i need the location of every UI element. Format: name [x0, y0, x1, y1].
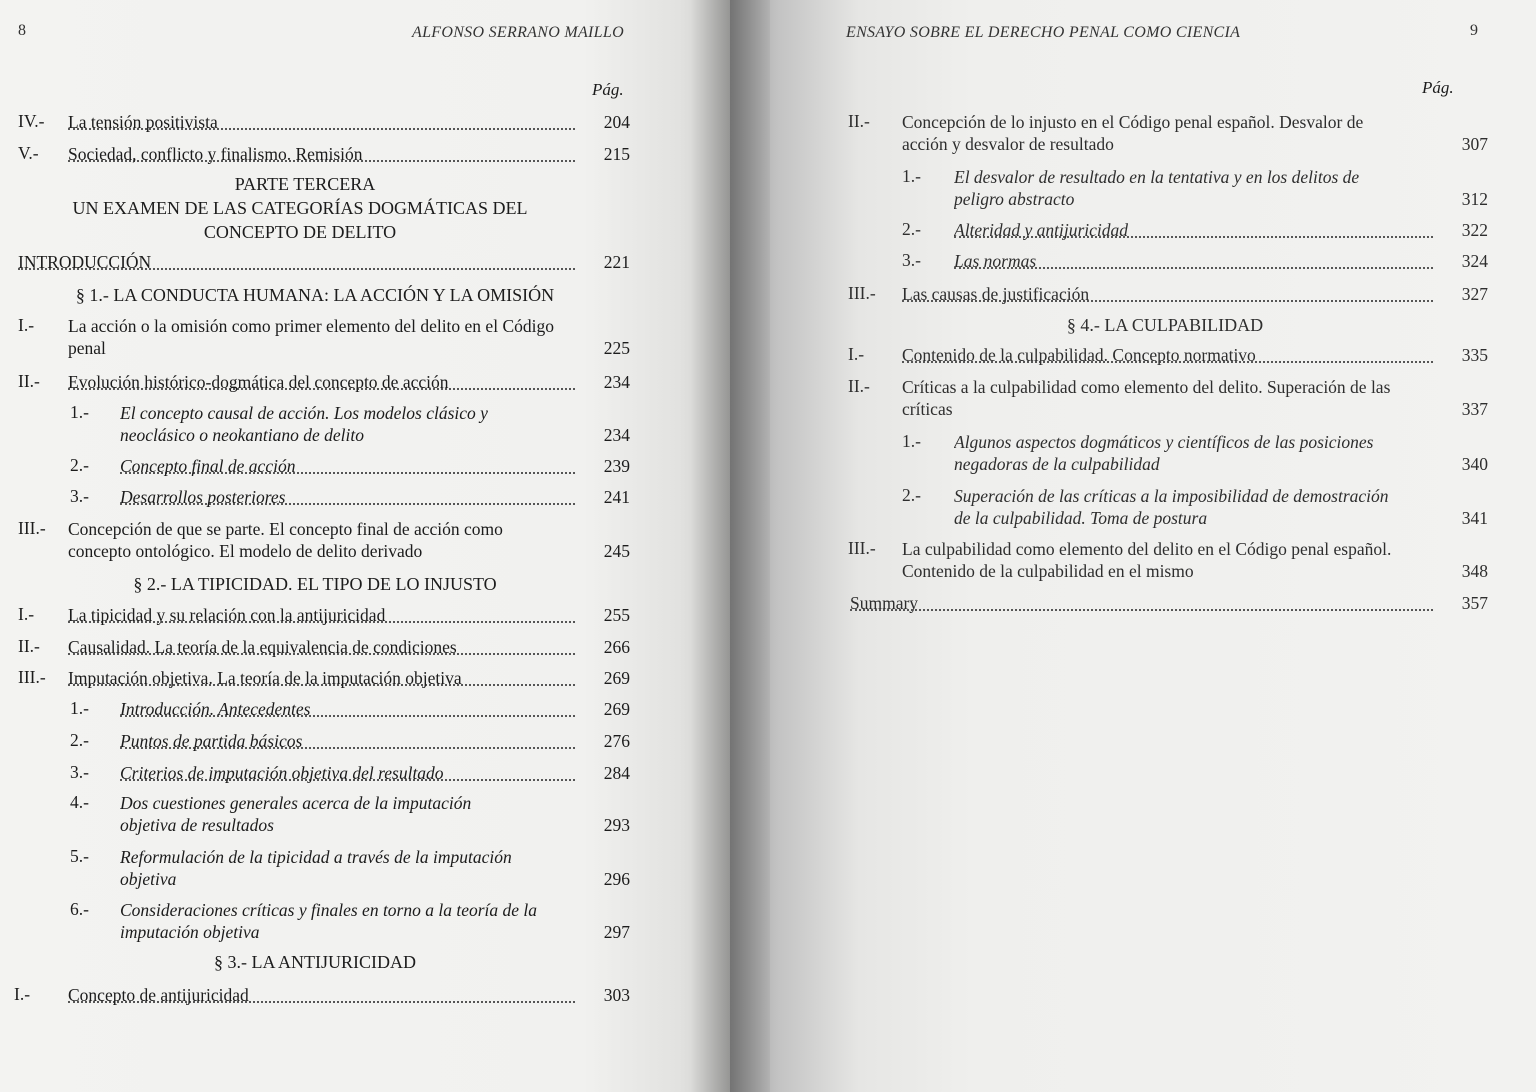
entry-number: II.-: [848, 111, 870, 131]
entry-title: Causalidad. La teoría de la equivalencia de condiciones: [68, 637, 457, 657]
entry-page: 324: [1461, 251, 1488, 271]
entry-page: 303: [603, 985, 630, 1005]
toc-subentry: [954, 250, 1488, 272]
entry-number: V.-: [18, 143, 39, 163]
section-heading: § 3.- LA ANTIJURICIDAD: [214, 952, 416, 972]
entry-title: Summary: [850, 593, 919, 613]
toc-entry: [68, 371, 630, 393]
entry-page: 266: [603, 637, 630, 657]
entry-number: I.-: [14, 984, 31, 1004]
entry-page: 241: [603, 487, 630, 507]
entry-title: La acción o la omisión como primer elemento del delito en el Código penal: [68, 316, 554, 358]
entry-title: La culpabilidad como elemento del delito en el Código penal español. Contenido de la culpabilidad en el mismo: [902, 539, 1392, 581]
entry-title: Concepto final de acción: [120, 456, 296, 476]
entry-page: 215: [603, 144, 630, 164]
toc-entry: [68, 984, 630, 1006]
entry-page: 204: [603, 112, 630, 132]
entry-page: 340: [1461, 454, 1488, 474]
entry-page: 239: [603, 456, 630, 476]
entry-title: Las causas de justificación: [902, 284, 1090, 304]
entry-page: 293: [603, 815, 630, 835]
entry-title: El concepto causal de acción. Los modelos clásico y neoclásico o neokantiano de delito: [120, 403, 488, 445]
entry-page: 348: [1461, 561, 1488, 581]
toc-entry-summary: [850, 592, 1488, 614]
toc-entry: [902, 344, 1488, 366]
left-page: [0, 0, 730, 1092]
part-title: UN EXAMEN DE LAS CATEGORÍAS DOGMÁTICAS DEL CONCEPTO DE DELITO: [72, 198, 528, 242]
entry-number: 3.-: [70, 486, 89, 506]
entry-number: 2.-: [902, 485, 921, 505]
toc-subentry: [120, 698, 630, 720]
entry-number: 6.-: [70, 899, 89, 919]
entry-page: 357: [1461, 593, 1488, 613]
entry-title: Contenido de la culpabilidad. Concepto normativo: [902, 345, 1256, 365]
entry-title: Superación de las críticas a la imposibilidad de demostración de la culpabilidad. Toma de postura: [954, 486, 1389, 528]
entry-page: 335: [1461, 345, 1488, 365]
entry-page: 284: [603, 763, 630, 783]
entry-number: III.-: [18, 667, 46, 687]
entry-number: 1.-: [902, 166, 921, 186]
toc-subentry: [120, 730, 630, 752]
entry-title: Alteridad y antijuricidad: [954, 220, 1129, 240]
toc-subentry: [954, 485, 1488, 529]
entry-page: 322: [1461, 220, 1488, 240]
entry-title: Evolución histórico-dogmática del concepto de acción: [68, 372, 449, 392]
toc-entry: [68, 518, 630, 562]
entry-page: 296: [603, 869, 630, 889]
toc-subentry: [954, 219, 1488, 241]
entry-number: 2.-: [70, 455, 89, 475]
pag-label: Pág.: [1422, 78, 1454, 97]
entry-number: I.-: [848, 344, 865, 364]
entry-title: Las normas: [954, 251, 1037, 271]
entry-number: 2.-: [902, 219, 921, 239]
toc-entry: [68, 604, 630, 626]
entry-number: II.-: [18, 371, 40, 391]
toc-entry: [68, 636, 630, 658]
entry-number: I.-: [18, 315, 35, 335]
part-heading: PARTE TERCERA: [234, 174, 376, 194]
entry-title: Desarrollos posteriores: [120, 487, 286, 507]
toc-entry: [902, 376, 1488, 420]
entry-number: 1.-: [902, 431, 921, 451]
page-number: 8: [18, 22, 26, 39]
entry-number: 5.-: [70, 846, 89, 866]
entry-number: I.-: [18, 604, 35, 624]
right-page: [730, 0, 1536, 1092]
entry-page: 255: [603, 605, 630, 625]
entry-number: III.-: [18, 518, 46, 538]
section-heading: § 1.- LA CONDUCTA HUMANA: LA ACCIÓN Y LA OMISIÓN: [75, 285, 555, 305]
entry-title: Reformulación de la tipicidad a través de la imputación objetiva: [120, 847, 512, 889]
entry-page: 269: [603, 668, 630, 688]
toc-subentry: [120, 486, 630, 508]
running-header: ALFONSO SERRANO MAILLO: [412, 24, 624, 41]
entry-title: Puntos de partida básicos: [120, 731, 303, 751]
entry-title: Concepción de que se parte. El concepto final de acción como concepto ontológico. El modelo de delito derivado: [68, 519, 503, 561]
toc-subentry: [954, 431, 1488, 475]
toc-subentry: [120, 792, 630, 836]
entry-page: 297: [603, 922, 630, 942]
entry-number: III.-: [848, 283, 876, 303]
toc-entry: [68, 111, 630, 133]
entry-number: II.-: [848, 376, 870, 396]
entry-title: Críticas a la culpabilidad como elemento del delito. Superación de las críticas: [902, 377, 1391, 419]
book-gutter-shadow: [690, 0, 770, 1092]
entry-number: 3.-: [70, 762, 89, 782]
section-heading: § 2.- LA TIPICIDAD. EL TIPO DE LO INJUSTO: [133, 574, 497, 594]
section-heading: § 4.- LA CULPABILIDAD: [1066, 315, 1264, 335]
entry-page: 341: [1461, 508, 1488, 528]
toc-entry: [68, 667, 630, 689]
entry-number: 2.-: [70, 730, 89, 750]
toc-subentry: [120, 455, 630, 477]
entry-number: 1.-: [70, 402, 89, 422]
entry-page: 245: [603, 541, 630, 561]
entry-title: Sociedad, conflicto y finalismo. Remisión: [68, 144, 363, 164]
entry-title: Imputación objetiva. La teoría de la imputación objetiva: [68, 668, 462, 688]
entry-number: IV.-: [18, 111, 45, 131]
toc-subentry: [120, 899, 630, 943]
running-header: ENSAYO SOBRE EL DERECHO PENAL COMO CIENCIA: [846, 24, 1241, 41]
entry-title: El desvalor de resultado en la tentativa y en los delitos de peligro abstracto: [954, 167, 1360, 209]
entry-title: Algunos aspectos dogmáticos y científicos de las posiciones negadoras de la culpabilidad: [954, 432, 1374, 474]
toc-subentry: [120, 762, 630, 784]
entry-number: 1.-: [70, 698, 89, 718]
toc-entry: [68, 315, 630, 359]
entry-page: 221: [603, 252, 630, 272]
toc-subentry: [120, 846, 630, 890]
entry-title: Dos cuestiones generales acerca de la imputación objetiva de resultados: [120, 793, 472, 835]
entry-page: 312: [1461, 189, 1488, 209]
toc-entry: [902, 111, 1488, 155]
toc-entry: [902, 538, 1488, 582]
entry-title: La tipicidad y su relación con la antijuricidad: [68, 605, 386, 625]
toc-entry-intro: [18, 251, 630, 273]
entry-page: 225: [603, 338, 630, 358]
toc-entry: [68, 143, 630, 165]
entry-title: La tensión positivista: [68, 112, 218, 132]
entry-title: Consideraciones críticas y finales en torno a la teoría de la imputación objetiva: [120, 900, 538, 942]
entry-title: Concepto de antijuricidad: [68, 985, 249, 1005]
pag-label: Pág.: [592, 80, 624, 99]
page-number: 9: [1470, 22, 1478, 39]
entry-page: 276: [603, 731, 630, 751]
entry-page: 307: [1461, 134, 1488, 154]
toc-subentry: [954, 166, 1488, 210]
entry-title: Introducción. Antecedentes: [120, 699, 311, 719]
toc-entry: [902, 283, 1488, 305]
entry-title: Criterios de imputación objetiva del resultado: [120, 763, 444, 783]
entry-number: II.-: [18, 636, 40, 656]
entry-page: 269: [603, 699, 630, 719]
entry-page: 337: [1461, 399, 1488, 419]
entry-number: III.-: [848, 538, 876, 558]
entry-page: 234: [603, 425, 630, 445]
entry-number: 3.-: [902, 250, 921, 270]
toc-subentry: [120, 402, 630, 446]
entry-page: 327: [1461, 284, 1488, 304]
entry-title: INTRODUCCIÓN: [18, 252, 152, 272]
entry-number: 4.-: [70, 792, 89, 812]
entry-page: 234: [603, 372, 630, 392]
entry-title: Concepción de lo injusto en el Código penal español. Desvalor de acción y desvalor de resultado: [902, 112, 1364, 154]
